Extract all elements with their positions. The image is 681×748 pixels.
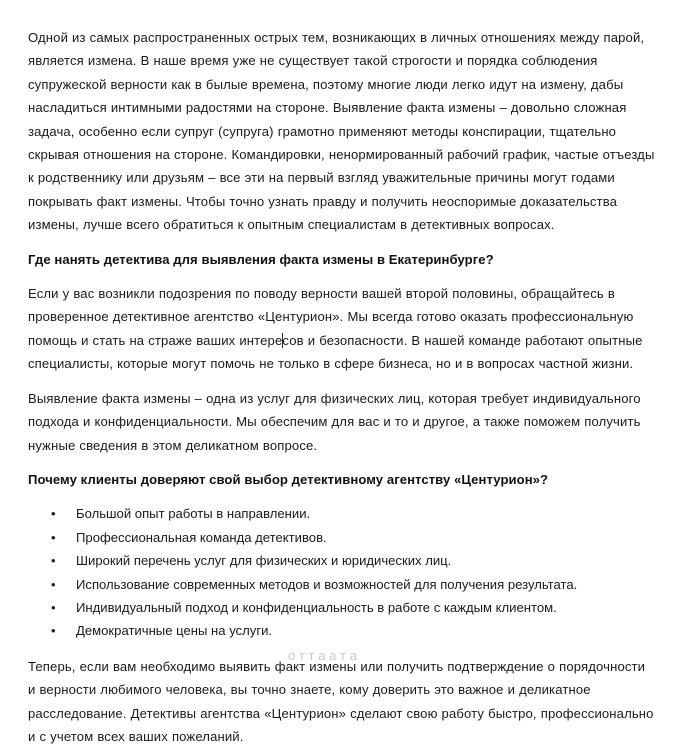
document-text-body[interactable] bbox=[28, 26, 656, 748]
bullet-marker-icon: • bbox=[51, 553, 56, 569]
list-item-label: Индивидуальный подход и конфиденциальность в работе с каждым клиентом. bbox=[76, 599, 557, 615]
paragraph-text-after-caret: сов и безопасности. В нашей команде работают опытные специалисты, которые могут помочь не только в сфере бизнеса, но и в вопросах частной жизни. bbox=[28, 332, 643, 372]
list-item-label: Профессиональная команда детективов. bbox=[76, 529, 327, 545]
list-item bbox=[28, 573, 656, 596]
list-item bbox=[28, 549, 656, 572]
list-item-label: Использование современных методов и возможностей для получения результата. bbox=[76, 576, 578, 592]
list-item-label: Большой опыт работы в направлении. bbox=[76, 506, 311, 522]
benefits-bullet-list bbox=[28, 502, 656, 642]
paragraph-closing: Теперь, если вам необходимо выявить факт измены или получить подтверждение о порядочности и верности любимого человека, вы точно знаете, кому доверить это важное и деликатное расследование. Детективы агентства «Центурион» сделают свою работу быстро, профессионально и с учетом всех ваших пожеланий. bbox=[28, 658, 654, 744]
bullet-marker-icon: • bbox=[51, 599, 56, 615]
bullet-marker-icon: • bbox=[51, 576, 56, 592]
heading-why-clients-trust-us: Почему клиенты доверяют свой выбор детективному агентству «Центурион»? bbox=[28, 471, 549, 487]
list-item bbox=[28, 502, 656, 525]
list-item bbox=[28, 596, 656, 619]
heading-where-to-hire-detective: Где нанять детектива для выявления факта измены в Екатеринбурге? bbox=[28, 251, 494, 267]
bullet-marker-icon: • bbox=[51, 529, 56, 545]
list-item-label: Демократичные цены на услуги. bbox=[76, 623, 273, 639]
list-item bbox=[28, 619, 656, 642]
list-item bbox=[28, 526, 656, 549]
bullet-marker-icon: • bbox=[51, 623, 56, 639]
bullet-marker-icon: • bbox=[51, 506, 56, 522]
paragraph-text-before-caret: Если у вас возникли подозрения по поводу верности вашей второй половины, обращайтесь в проверенное детективное агентство «Центурион». Мы всегда готово оказать профессиональную помощь и стать на страже ваших интере bbox=[28, 286, 634, 348]
paragraph-service-description: Выявление факта измены – одна из услуг для физических лиц, которая требует индивидуального подхода и конфиденциальности. Мы обеспечим для вас и то и другое, а также поможем получить нужные сведения в этом деликатном вопросе. bbox=[28, 390, 641, 453]
clipped-next-line-text: о т т а а т а bbox=[288, 648, 357, 663]
paragraph-contact-agency bbox=[28, 282, 656, 376]
list-item-label: Широкий перечень услуг для физических и юридических лиц. bbox=[76, 553, 452, 569]
paragraph-intro: Одной из самых распространенных острых тем, возникающих в личных отношениях между парой, является измена. В наше время уже не существует такой строгости и порядка соблюдения супружеской верности как в былые времена, поэтому многие люди легко идут на измену, дабы насладиться интимными радостями на стороне. Выявление факта измены – довольно сложная задача, особенно если супруг (супруга) грамотно применяют методы конспирации, тщательно скрывая отношения на стороне. Командировки, ненормированный рабочий график, частые отъезды к родственнику или друзьям – все эти на первый взгляд уважительные причины могут годами покрывать факт измены. Чтобы точно узнать правду и получить неоспоримые доказательства измены, лучше всего обратиться к опытным специалистам в детективных вопросах. bbox=[28, 30, 655, 233]
